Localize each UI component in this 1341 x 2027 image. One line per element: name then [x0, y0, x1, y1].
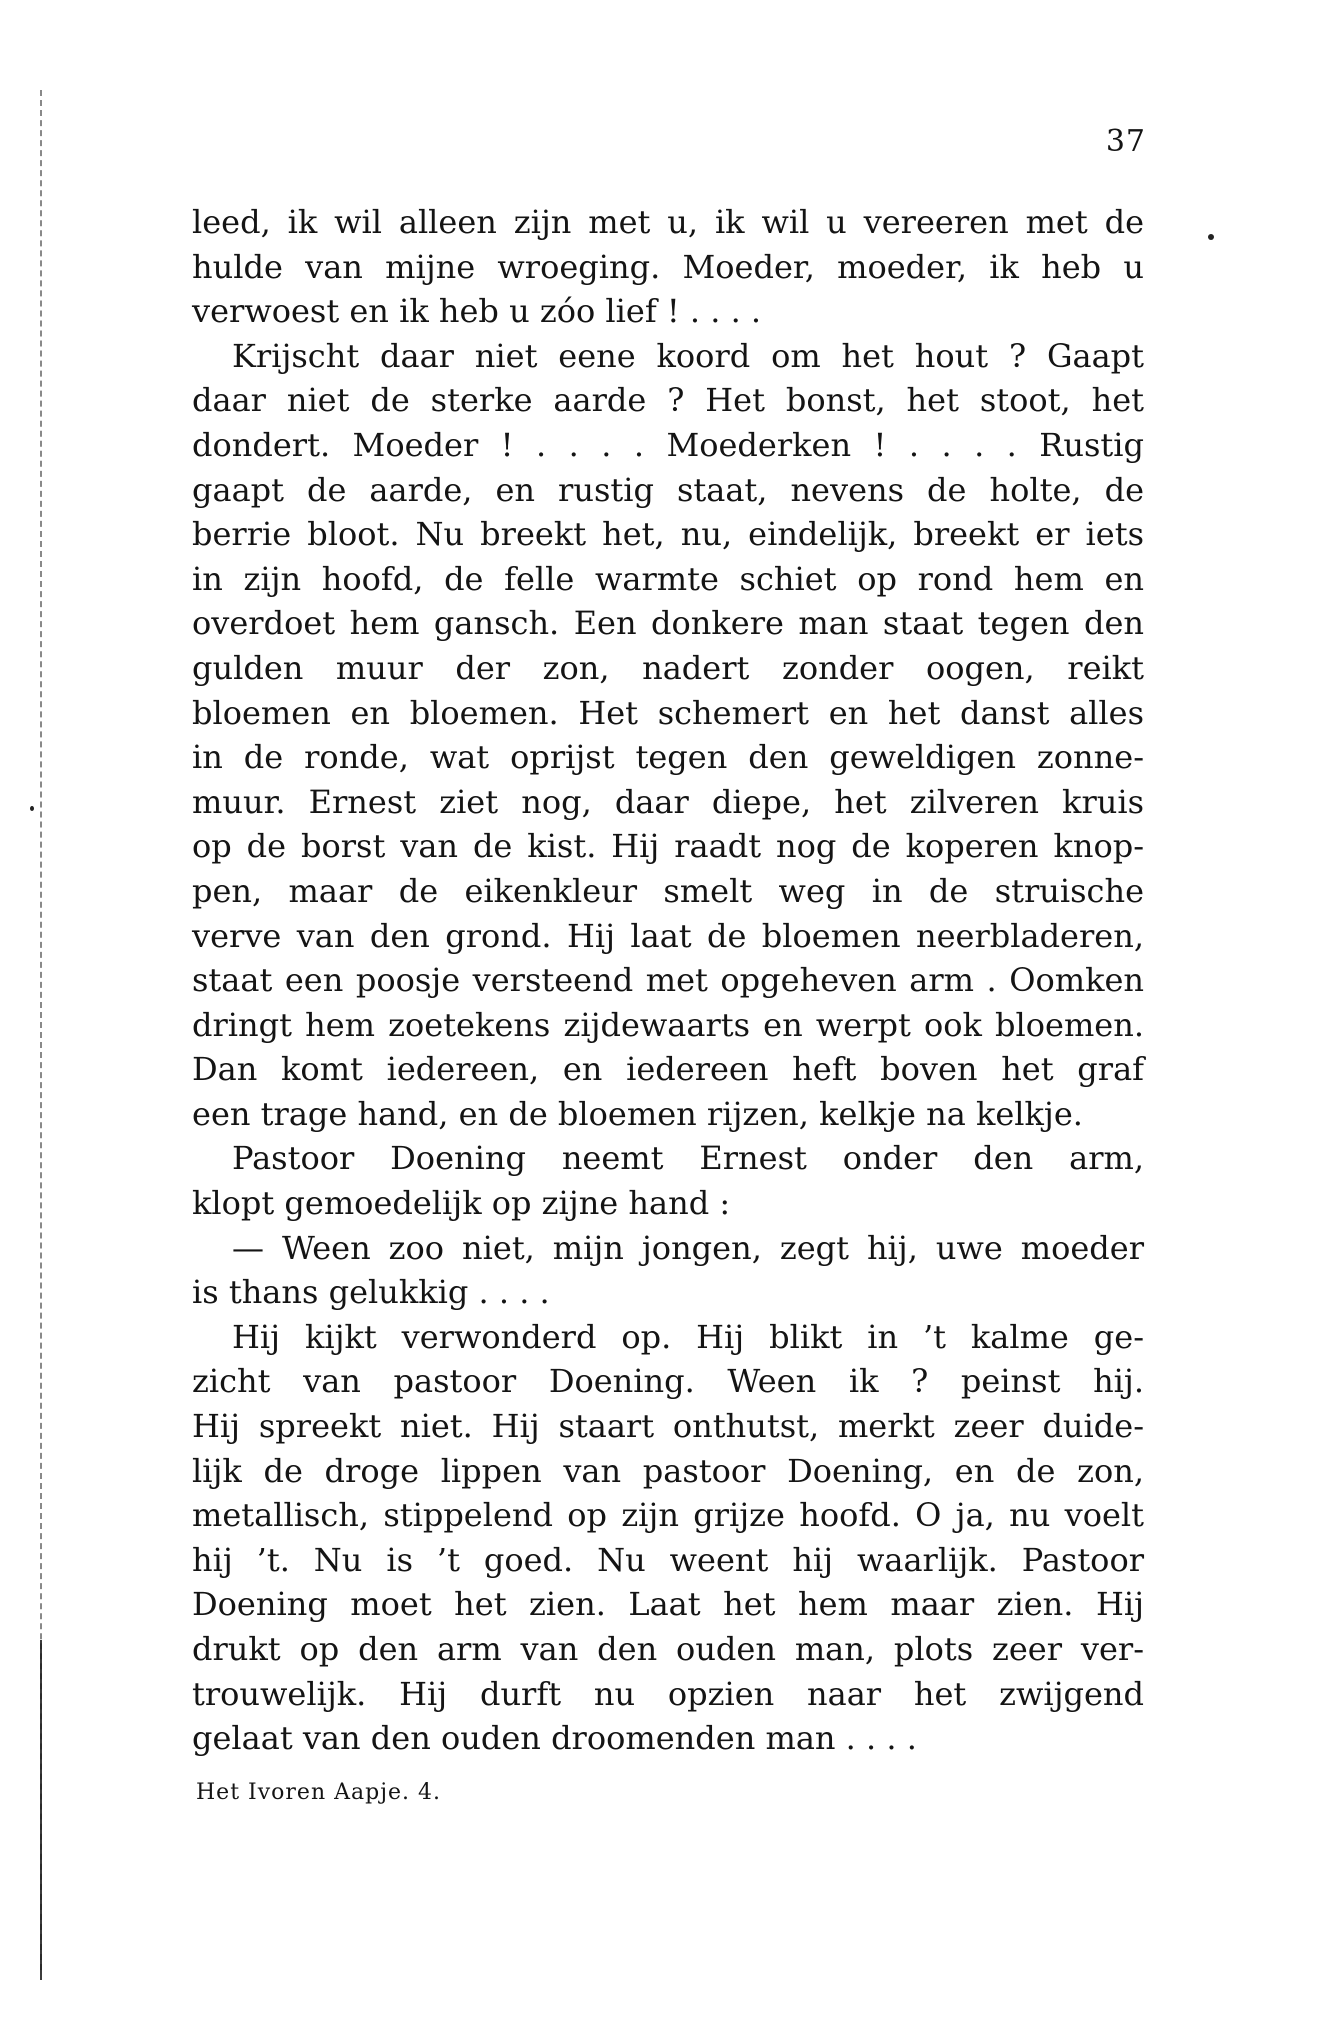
body-text — [192, 200, 1144, 1761]
text-line: drukt op den arm van den ouden man, plots zeer ver- — [192, 1630, 1144, 1668]
text-line: is thans gelukkig . . . . — [192, 1273, 550, 1312]
text-line: overdoet hem gansch. Een donkere man staat tegen den — [192, 604, 1144, 643]
page-number: 37 — [1105, 124, 1146, 159]
text-line: — Ween zoo niet, mijn jongen, zegt hij, uwe moeder — [232, 1228, 1144, 1267]
text-line: Doening moet het zien. Laat het hem maar zien. Hij — [192, 1585, 1144, 1624]
text-line: klopt gemoedelijk op zijne hand : — [192, 1184, 731, 1223]
text-line: muur. Ernest ziet nog, daar diepe, het zilveren kruis — [192, 782, 1144, 821]
scan-margin-line-lower — [40, 1640, 42, 1980]
ink-speck — [1208, 234, 1214, 240]
text-line: trouwelijk. Hij durft nu opzien naar het zwijgend — [192, 1674, 1144, 1713]
text-line: berrie bloot. Nu breekt het, nu, eindelijk, breekt er iets — [192, 515, 1144, 554]
text-line: Krijscht daar niet eene koord om het hout ? Gaapt — [232, 336, 1144, 375]
text-line: Hij kijkt verwonderd op. Hij blikt in ’t kalme ge- — [232, 1317, 1144, 1356]
text-line: in de ronde, wat oprijst tegen den geweldigen zonne- — [192, 738, 1144, 777]
text-line: gaapt de aarde, en rustig staat, nevens de holte, de — [192, 470, 1144, 509]
text-line: hulde van mijne wroeging. Moeder, moeder, ik heb u — [192, 247, 1144, 286]
text-line: verve van den grond. Hij laat de bloemen neerbladeren, — [192, 916, 1144, 955]
signature-footer: Het Ivoren Aapje. 4. — [196, 1780, 442, 1805]
text-line: op de borst van de kist. Hij raadt nog de koperen knop- — [192, 827, 1144, 866]
text-line: staat een poosje versteend met opgeheven arm . Oomken — [192, 961, 1144, 1000]
text-line: gulden muur der zon, nadert zonder oogen, reikt — [192, 648, 1144, 687]
text-line: leed, ik wil alleen zijn met u, ik wil u vereeren met de — [192, 203, 1144, 241]
text-line: Dan komt iedereen, en iedereen heft boven het graf — [192, 1050, 1144, 1089]
text-line: pen, maar de eikenkleur smelt weg in de struische — [192, 871, 1144, 910]
text-line: dringt hem zoetekens zijdewaarts en werpt ook bloemen. — [192, 1005, 1144, 1044]
text-line: daar niet de sterke aarde ? Het bonst, het stoot, het — [192, 381, 1144, 420]
text-line: in zijn hoofd, de felle warmte schiet op rond hem en — [192, 559, 1144, 598]
text-line: Hij spreekt niet. Hij staart onthutst, merkt zeer duide- — [192, 1407, 1144, 1446]
ink-speck — [30, 806, 34, 811]
text-line: bloemen en bloemen. Het schemert en het danst alles — [192, 693, 1144, 732]
text-line: metallisch, stippelend op zijn grijze hoofd. O ja, nu voelt — [192, 1496, 1144, 1535]
text-line: dondert. Moeder ! . . . . Moederken ! . . . . Rustig — [192, 425, 1144, 464]
text-line: verwoest en ik heb u zóo lief ! . . . . — [192, 292, 762, 331]
text-line: gelaat van den ouden droomenden man . . . . — [192, 1719, 917, 1758]
text-line: hij ’t. Nu is ’t goed. Nu weent hij waarlijk. Pastoor — [192, 1540, 1144, 1579]
text-line: een trage hand, en de bloemen rijzen, kelkje na kelkje. — [192, 1094, 1083, 1133]
text-line: lijk de droge lippen van pastoor Doening, en de zon, — [192, 1451, 1144, 1490]
text-line: Pastoor Doening neemt Ernest onder den arm, — [232, 1139, 1144, 1178]
text-line: zicht van pastoor Doening. Ween ik ? peinst hij. — [192, 1362, 1144, 1401]
